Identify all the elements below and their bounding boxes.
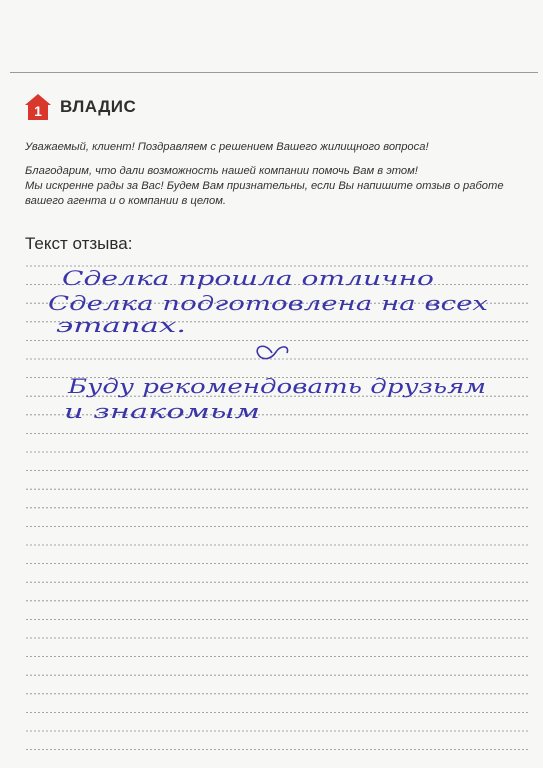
handwritten-line: и знакомым bbox=[64, 399, 260, 423]
logo-digit: 1 bbox=[34, 103, 42, 119]
greeting-text: Уважаемый, клиент! Поздравляем с решением Вашего жилищного вопроса! bbox=[25, 141, 429, 153]
handwritten-line: этапах. bbox=[56, 313, 186, 337]
heart-doodle bbox=[257, 346, 287, 358]
handwritten-line: Сделка подготовлена на всех bbox=[48, 291, 489, 315]
handwritten-line: Буду рекомендовать друзьям bbox=[66, 374, 486, 398]
review-title: Текст отзыва: bbox=[25, 234, 133, 253]
intro-line: Мы искренне рады за Вас! Будем Вам признательны, если Вы напишите отзыв о работе bbox=[25, 180, 504, 192]
brand-name: ВЛАДИС bbox=[60, 97, 137, 116]
intro-line: Благодарим, что дали возможность нашей компании помочь Вам в этом! bbox=[25, 165, 418, 177]
intro-line: вашего агента и о компании в целом. bbox=[25, 195, 226, 207]
handwritten-line: Сделка прошла отлично bbox=[62, 266, 434, 290]
